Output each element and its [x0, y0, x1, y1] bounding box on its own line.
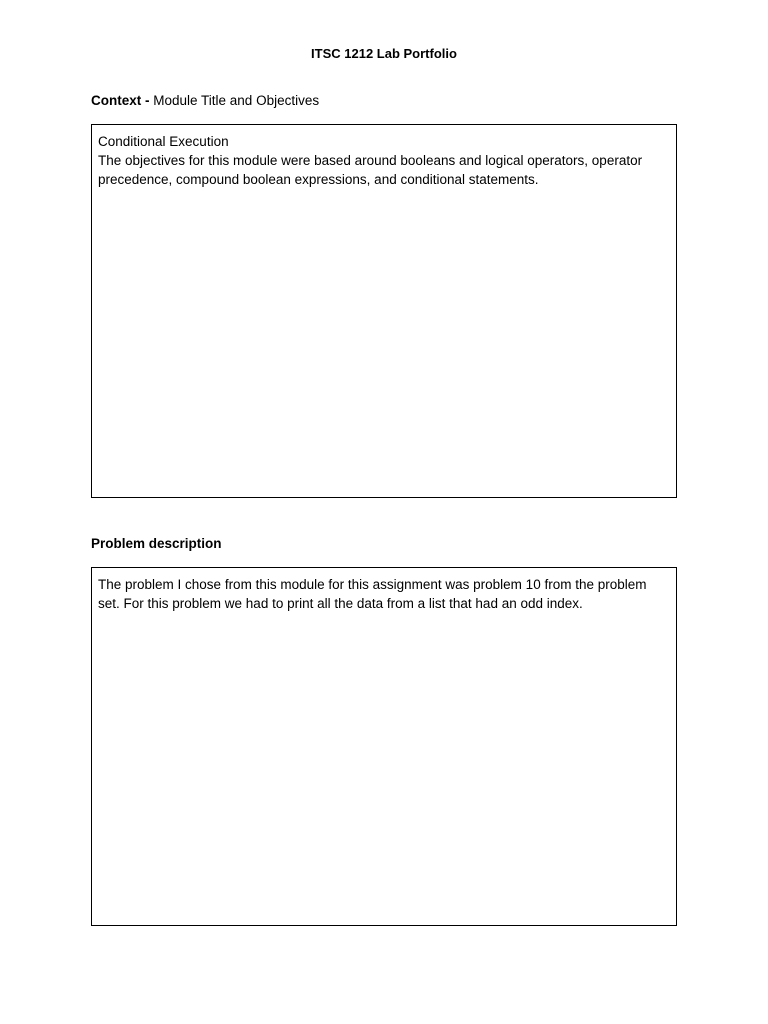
problem-description: The problem I chose from this module for this assignment was problem 10 from the problem set. For this problem we had to print all the data from a list that had an odd index.	[98, 577, 647, 611]
context-heading-subtitle: Module Title and Objectives	[149, 93, 320, 108]
context-heading	[91, 92, 319, 110]
context-heading-label: Context -	[91, 93, 150, 108]
module-objectives: The objectives for this module were based around booleans and logical operators, operator precedence, compound boolean expressions, and conditional statements.	[98, 153, 643, 187]
document-title: ITSC 1212 Lab Portfolio	[311, 46, 457, 61]
problem-text-box[interactable]	[91, 567, 677, 926]
context-text-box[interactable]	[91, 124, 677, 498]
problem-heading-label: Problem description	[91, 536, 222, 551]
problem-heading	[91, 535, 222, 553]
module-title: Conditional Execution	[98, 134, 229, 149]
